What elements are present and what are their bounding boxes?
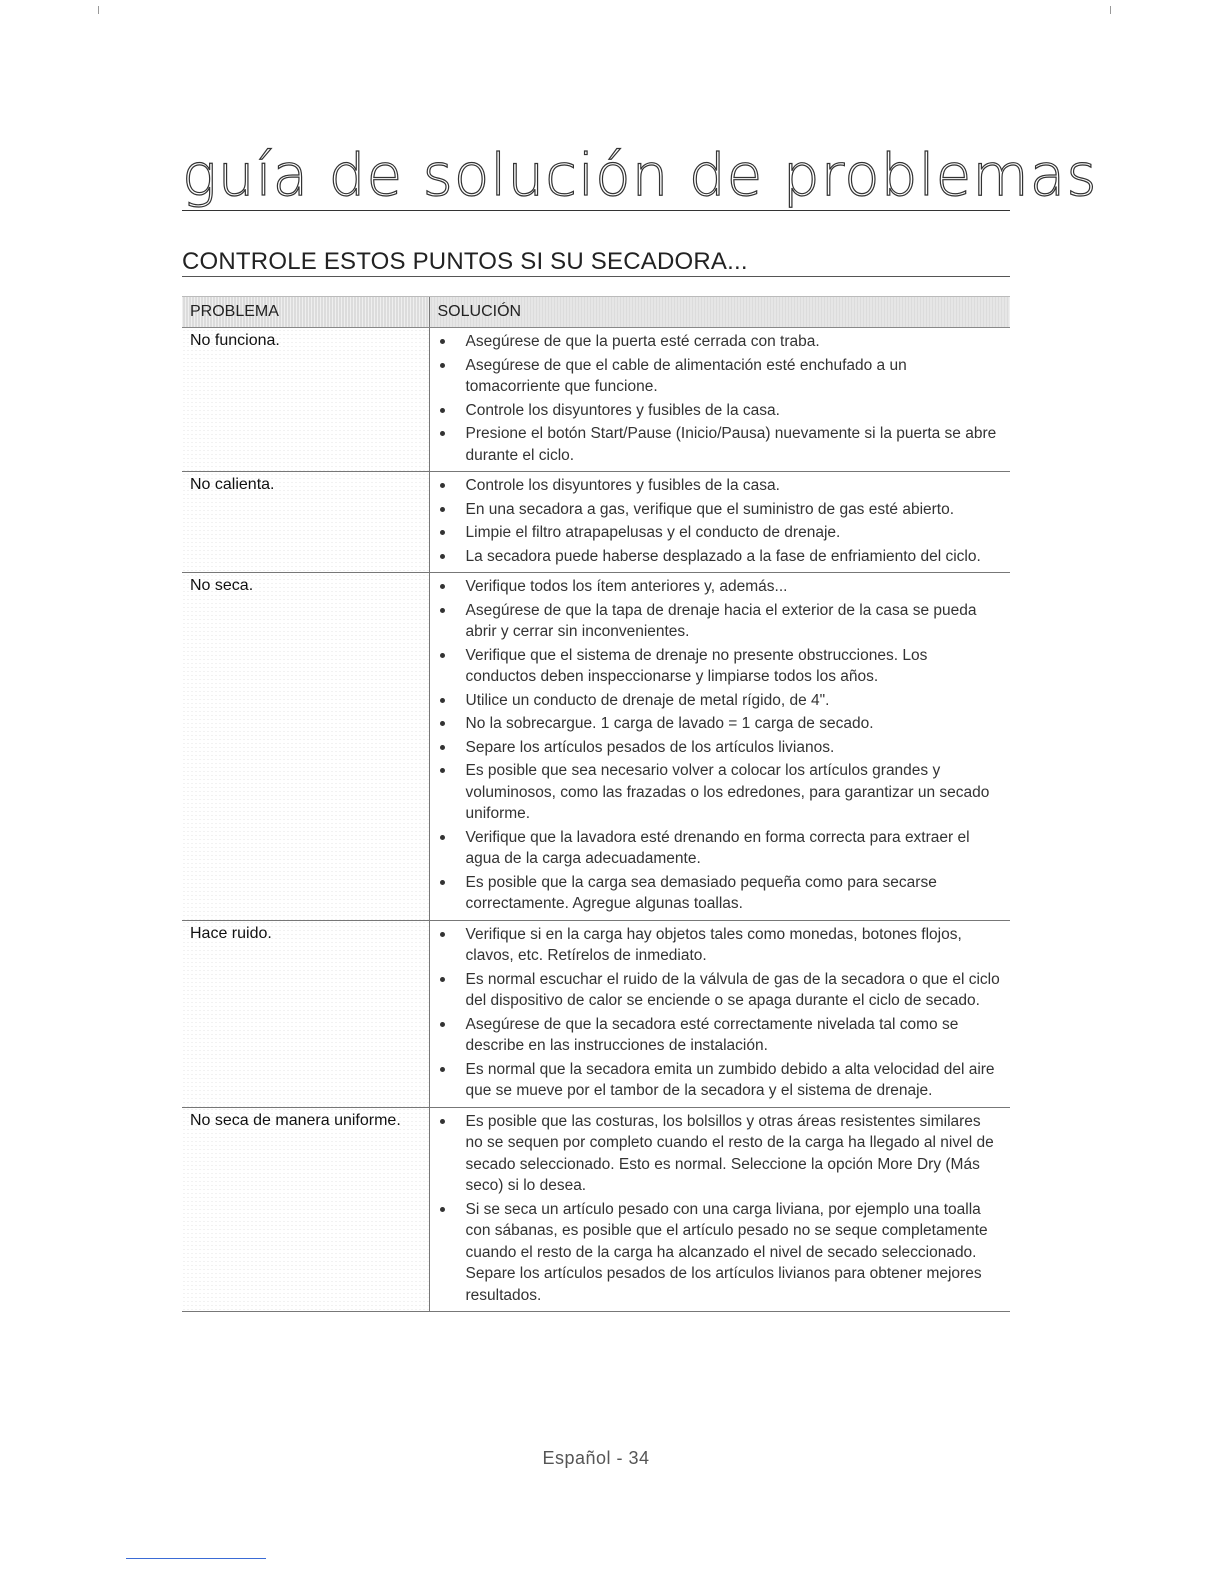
table-row bbox=[182, 920, 1010, 1107]
problem-cell: Hace ruido. bbox=[182, 920, 429, 1107]
crop-mark-right bbox=[1110, 6, 1111, 14]
solution-cell bbox=[429, 1107, 1010, 1312]
problem-cell: No seca. bbox=[182, 573, 429, 921]
solution-item: Separe los artículos pesados de los artículos livianos. bbox=[430, 737, 1001, 759]
solution-item: En una secadora a gas, verifique que el suministro de gas esté abierto. bbox=[430, 499, 1001, 521]
solution-list bbox=[430, 1111, 1001, 1307]
solution-item: Presione el botón Start/Pause (Inicio/Pausa) nuevamente si la puerta se abre durante el ciclo. bbox=[430, 423, 1001, 466]
bottom-rule bbox=[126, 1558, 266, 1559]
problem-cell: No calienta. bbox=[182, 472, 429, 573]
solution-item: Es normal que la secadora emita un zumbido debido a alta velocidad del aire que se mueve por el tambor de la secadora y el sistema de drenaje. bbox=[430, 1059, 1001, 1102]
solution-item: Asegúrese de que la secadora esté correctamente nivelada tal como se describe en las instrucciones de instalación. bbox=[430, 1014, 1001, 1057]
solution-cell bbox=[429, 920, 1010, 1107]
section-heading: CONTROLE ESTOS PUNTOS SI SU SECADORA... bbox=[182, 248, 1010, 277]
solution-item: La secadora puede haberse desplazado a la fase de enfriamiento del ciclo. bbox=[430, 546, 1001, 568]
solution-item: Es posible que la carga sea demasiado pequeña como para secarse correctamente. Agregue algunas toallas. bbox=[430, 872, 1001, 915]
solution-item: Verifique que la lavadora esté drenando en forma correcta para extraer el agua de la carga adecuadamente. bbox=[430, 827, 1001, 870]
solution-item: Controle los disyuntores y fusibles de la casa. bbox=[430, 400, 1001, 422]
solution-item: Si se seca un artículo pesado con una carga liviana, por ejemplo una toalla con sábanas, es posible que el artículo pesado no se seque completamente cuando el resto de la carga ha alcanzado el nivel de secado seleccionado. Separe los artículos pesados de los artículos livianos para obtener mejores resultados. bbox=[430, 1199, 1001, 1307]
crop-mark-left bbox=[98, 6, 99, 14]
problem-cell: No seca de manera uniforme. bbox=[182, 1107, 429, 1312]
solution-cell bbox=[429, 472, 1010, 573]
table-header-row bbox=[182, 297, 1010, 328]
page-title: guía de solución de problemas bbox=[182, 141, 1098, 209]
solution-list bbox=[430, 924, 1001, 1102]
table-row bbox=[182, 328, 1010, 472]
solution-item: Controle los disyuntores y fusibles de la casa. bbox=[430, 475, 1001, 497]
solution-item: Verifique todos los ítem anteriores y, además... bbox=[430, 576, 1001, 598]
solution-list bbox=[430, 576, 1001, 915]
solution-list bbox=[430, 475, 1001, 567]
column-header-problem: PROBLEMA bbox=[182, 297, 429, 328]
solution-item: Utilice un conducto de drenaje de metal rígido, de 4". bbox=[430, 690, 1001, 712]
solution-item: Es posible que las costuras, los bolsillos y otras áreas resistentes similares no se sequen por completo cuando el resto de la carga ha llegado al nivel de secado seleccionado. Esto es normal. Seleccione la opción More Dry (Más seco) si lo desea. bbox=[430, 1111, 1001, 1197]
solution-list bbox=[430, 331, 1001, 466]
problem-cell: No funciona. bbox=[182, 328, 429, 472]
page-footer: Español - 34 bbox=[542, 1448, 650, 1468]
solution-item: Asegúrese de que la puerta esté cerrada con traba. bbox=[430, 331, 1001, 353]
table-row bbox=[182, 1107, 1010, 1312]
solution-item: No la sobrecargue. 1 carga de lavado = 1 carga de secado. bbox=[430, 713, 1001, 735]
troubleshooting-table bbox=[182, 296, 1010, 1312]
column-header-solution: SOLUCIÓN bbox=[429, 297, 1010, 328]
solution-item: Asegúrese de que la tapa de drenaje hacia el exterior de la casa se pueda abrir y cerrar sin inconvenientes. bbox=[430, 600, 1001, 643]
solution-item: Verifique que el sistema de drenaje no presente obstrucciones. Los conductos deben inspeccionarse y limpiarse todos los años. bbox=[430, 645, 1001, 688]
table-row bbox=[182, 573, 1010, 921]
solution-cell bbox=[429, 328, 1010, 472]
solution-item: Asegúrese de que el cable de alimentación esté enchufado a un tomacorriente que funcione. bbox=[430, 355, 1001, 398]
solution-item: Es normal escuchar el ruido de la válvula de gas de la secadora o que el ciclo del dispositivo de calor se enciende o se apaga durante el ciclo de secado. bbox=[430, 969, 1001, 1012]
solution-item: Limpie el filtro atrapapelusas y el conducto de drenaje. bbox=[430, 522, 1001, 544]
table-row bbox=[182, 472, 1010, 573]
solution-cell bbox=[429, 573, 1010, 921]
solution-item: Verifique si en la carga hay objetos tales como monedas, botones flojos, clavos, etc. Retírelos de inmediato. bbox=[430, 924, 1001, 967]
solution-item: Es posible que sea necesario volver a colocar los artículos grandes y voluminosos, como las frazadas o los edredones, para garantizar un secado uniforme. bbox=[430, 760, 1001, 825]
